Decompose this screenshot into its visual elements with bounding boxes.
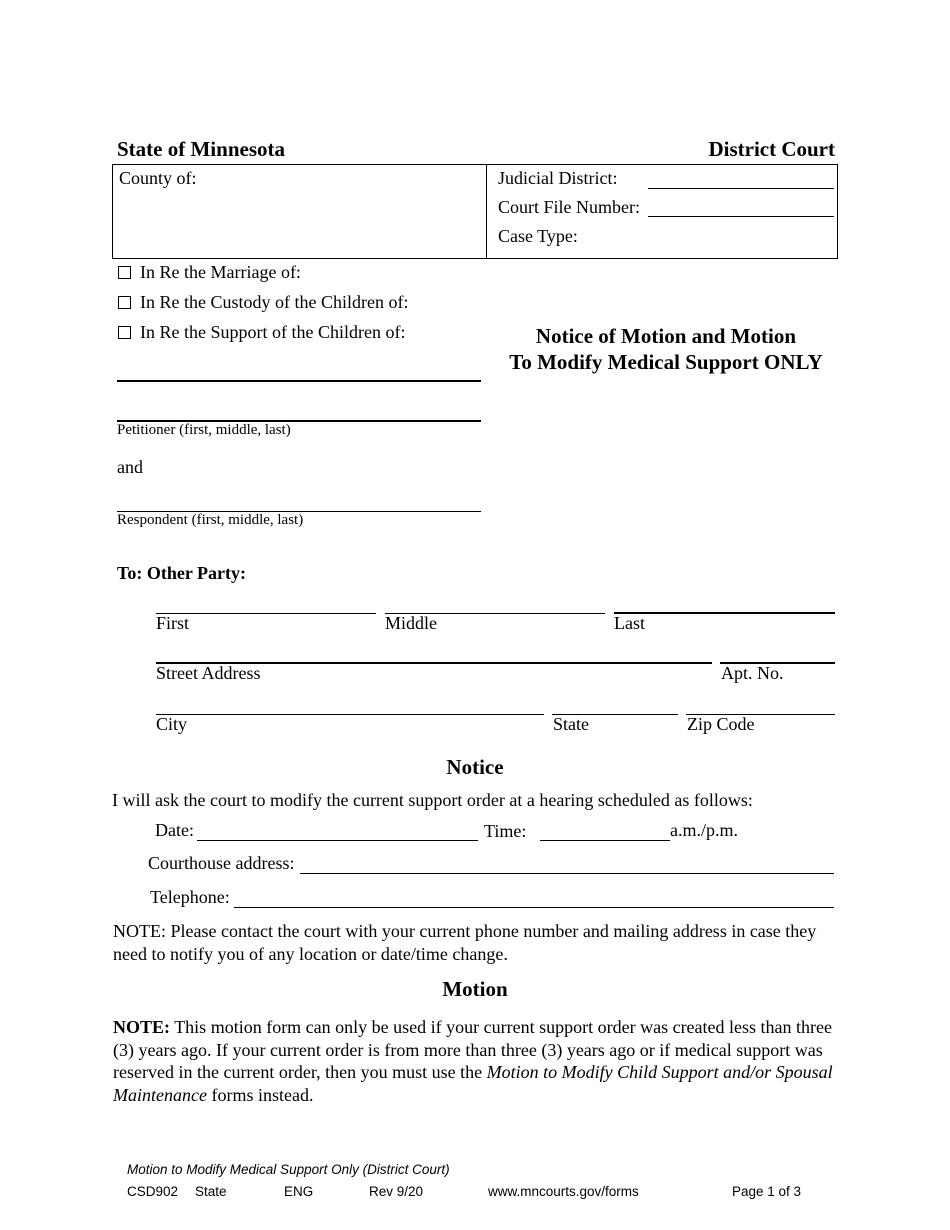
time-label: Time: bbox=[484, 821, 527, 841]
date-label: Date: bbox=[155, 820, 194, 840]
and-label: and bbox=[117, 457, 143, 477]
custody-option-label: In Re the Custody of the Children of: bbox=[140, 292, 409, 312]
case-type-label: Case Type: bbox=[498, 226, 578, 246]
footer-revision: Rev 9/20 bbox=[369, 1184, 424, 1199]
motion-heading: Motion bbox=[442, 977, 508, 1001]
petitioner-label: Petitioner (first, middle, last) bbox=[117, 422, 291, 438]
judicial-district-label: Judicial District: bbox=[498, 168, 618, 188]
caption-box bbox=[112, 164, 838, 259]
telephone-label: Telephone: bbox=[150, 887, 230, 907]
footer-form-title: Motion to Modify Medical Support Only (District Court) bbox=[127, 1162, 450, 1177]
support-option-label: In Re the Support of the Children of: bbox=[140, 322, 406, 342]
footer-language: ENG bbox=[284, 1184, 314, 1199]
date-field[interactable] bbox=[197, 840, 478, 841]
court-file-number-field[interactable] bbox=[648, 216, 834, 217]
courthouse-address-field[interactable] bbox=[300, 873, 834, 874]
caption-divider bbox=[486, 164, 487, 259]
telephone-field[interactable] bbox=[234, 907, 834, 908]
notice-heading: Notice bbox=[446, 755, 504, 779]
judicial-district-field[interactable] bbox=[648, 188, 834, 189]
form-title-line1: Notice of Motion and Motion bbox=[535, 324, 797, 348]
form-title-line2: To Modify Medical Support ONLY bbox=[509, 350, 823, 374]
apt-no-label: Apt. No. bbox=[721, 663, 784, 683]
city-field[interactable] bbox=[156, 714, 544, 715]
courthouse-address-label: Courthouse address: bbox=[148, 853, 295, 873]
footer-jurisdiction: State bbox=[195, 1184, 227, 1199]
court-file-number-label: Court File Number: bbox=[498, 197, 640, 217]
time-field[interactable] bbox=[540, 840, 670, 841]
respondent-label: Respondent (first, middle, last) bbox=[117, 512, 304, 528]
motion-note-italic: Motion to Modify Child Support and/or Spousal Maintenance bbox=[113, 1062, 833, 1105]
first-label: First bbox=[156, 613, 190, 633]
notice-note: NOTE: Please contact the court with your current phone number and mailing address in case they need to notify you of any location or date/time change. bbox=[113, 921, 817, 964]
footer-page-number: Page 1 of 3 bbox=[732, 1184, 802, 1199]
other-party-heading: To: Other Party: bbox=[117, 563, 246, 583]
marriage-checkbox[interactable] bbox=[118, 266, 131, 279]
state-label: State bbox=[553, 714, 589, 734]
last-label: Last bbox=[614, 613, 645, 633]
motion-note bbox=[113, 1016, 843, 1106]
motion-note-bold: NOTE: bbox=[113, 1017, 171, 1037]
custody-checkbox[interactable] bbox=[118, 296, 131, 309]
court-title: District Court bbox=[708, 137, 835, 161]
motion-note-text2: forms instead. bbox=[206, 1084, 314, 1105]
last-name-field[interactable] bbox=[614, 612, 835, 614]
notice-intro: I will ask the court to modify the current support order at a hearing scheduled as follows: bbox=[112, 790, 753, 810]
motion-note-text1: This motion form can only be used if your current support order was created less than three (3) years ago. If your current order is from more than three (3) years ago or if medical support was reserved in the current order, then you must use the bbox=[113, 1017, 832, 1082]
support-checkbox[interactable] bbox=[118, 326, 131, 339]
county-label: County of: bbox=[119, 168, 197, 188]
zip-code-label: Zip Code bbox=[687, 714, 755, 734]
marriage-option-label: In Re the Marriage of: bbox=[140, 262, 301, 282]
ampm-label: a.m./p.m. bbox=[670, 820, 738, 840]
state-title: State of Minnesota bbox=[117, 137, 285, 161]
street-address-label: Street Address bbox=[156, 663, 261, 683]
middle-label: Middle bbox=[385, 613, 437, 633]
city-label: City bbox=[156, 714, 188, 734]
footer-form-code: CSD902 bbox=[127, 1184, 179, 1199]
party-name-field[interactable] bbox=[117, 380, 481, 382]
footer-url[interactable]: www.mncourts.gov/forms bbox=[488, 1184, 639, 1199]
